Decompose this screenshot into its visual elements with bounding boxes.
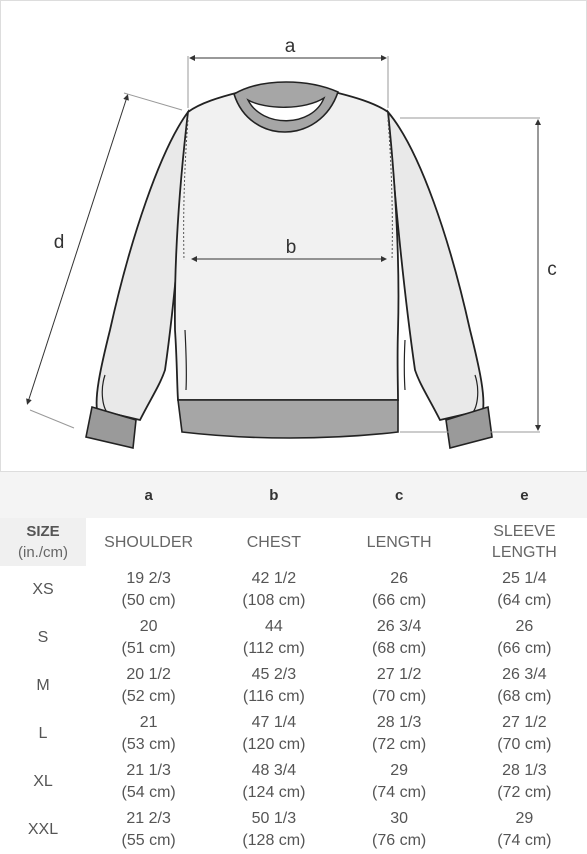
inch-value: 27 1/2 [502, 714, 547, 731]
table-row [0, 566, 587, 614]
table-row [0, 662, 587, 710]
measurement-title-row [0, 518, 587, 566]
measurement-cell [211, 566, 336, 614]
dimension-d-label: d [53, 232, 65, 253]
cm-value: (116 cm) [242, 688, 305, 705]
cm-value: (128 cm) [242, 832, 306, 849]
cm-value: (54 cm) [121, 784, 176, 801]
size-label: M [36, 677, 50, 694]
measurement-cell [86, 662, 211, 710]
measurement-cell [462, 758, 587, 806]
measurement-cell [337, 614, 462, 662]
measurement-cell [337, 758, 462, 806]
size-header-label: SIZE [26, 523, 60, 540]
measurement-cell [86, 614, 211, 662]
column-title: LENGTH [366, 533, 432, 551]
measurement-cell [337, 806, 462, 854]
cm-value: (52 cm) [121, 688, 176, 705]
measurement-cell [337, 710, 462, 758]
size-table [0, 472, 587, 854]
size-label: XS [32, 581, 54, 598]
cm-value: (120 cm) [242, 736, 306, 753]
column-letter: c [337, 472, 462, 518]
inch-value: 20 [139, 618, 158, 635]
size-label: XXL [27, 821, 59, 838]
column-letter: e [462, 472, 587, 518]
inch-value: 29 [390, 762, 409, 779]
measurement-cell [86, 806, 211, 854]
cm-value: (55 cm) [121, 832, 176, 849]
inch-value: 21 2/3 [126, 810, 171, 827]
size-label: XL [33, 773, 53, 790]
inch-value: 21 1/3 [126, 762, 171, 779]
measurement-cell [462, 662, 587, 710]
cm-value: (70 cm) [497, 736, 552, 753]
inch-value: 42 1/2 [251, 570, 297, 587]
measurement-cell [86, 566, 211, 614]
inch-value: 26 3/4 [502, 666, 547, 683]
dimension-b-label: b [285, 237, 297, 258]
measurement-cell [462, 806, 587, 854]
inch-value: 26 3/4 [376, 618, 422, 635]
inch-value: 50 1/3 [251, 810, 297, 827]
column-title: SLEEVE LENGTH [491, 523, 557, 561]
measurement-cell [462, 614, 587, 662]
inch-value: 28 1/3 [502, 762, 547, 779]
table-row [0, 710, 587, 758]
measurement-cell [86, 710, 211, 758]
dimension-c-label: c [547, 259, 557, 280]
cm-value: (76 cm) [372, 832, 427, 849]
cm-value: (124 cm) [242, 784, 306, 801]
cm-value: (66 cm) [372, 592, 427, 609]
inch-value: 19 2/3 [126, 570, 171, 587]
measurement-cell [211, 710, 336, 758]
measurement-cell [211, 614, 336, 662]
cm-value: (72 cm) [497, 784, 552, 801]
measurement-cell [86, 758, 211, 806]
dimension-a-label: a [284, 36, 296, 57]
measurement-cell [211, 806, 336, 854]
cm-value: (74 cm) [497, 832, 552, 849]
letter-corner [0, 472, 86, 518]
cm-value: (112 cm) [242, 640, 305, 657]
measurement-cell [211, 758, 336, 806]
measurement-cell [462, 710, 587, 758]
measurement-letter-row [0, 472, 587, 518]
table-row [0, 758, 587, 806]
measurement-cell [337, 566, 462, 614]
inch-value: 30 [390, 810, 409, 827]
table-row [0, 806, 587, 854]
cm-value: (70 cm) [372, 688, 427, 705]
size-header-unit: (in./cm) [18, 544, 68, 561]
inch-value: 27 1/2 [376, 666, 422, 683]
column-letter: a [86, 472, 211, 518]
cm-value: (66 cm) [497, 640, 552, 657]
column-letter: b [211, 472, 336, 518]
size-label: S [37, 629, 49, 646]
inch-value: 48 3/4 [251, 762, 297, 779]
cm-value: (108 cm) [242, 592, 306, 609]
inch-value: 20 1/2 [126, 666, 171, 683]
measurement-cell [211, 662, 336, 710]
inch-value: 44 [264, 618, 283, 635]
inch-value: 26 [390, 570, 409, 587]
inch-value: 47 1/4 [251, 714, 297, 731]
measurement-cell [462, 566, 587, 614]
cm-value: (50 cm) [121, 592, 176, 609]
cm-value: (68 cm) [372, 640, 427, 657]
inch-value: 45 2/3 [251, 666, 297, 683]
cm-value: (72 cm) [372, 736, 427, 753]
inch-value: 29 [515, 810, 534, 827]
cm-value: (68 cm) [497, 688, 552, 705]
inch-value: 21 [139, 714, 158, 731]
column-title: SHOULDER [104, 533, 194, 551]
cm-value: (64 cm) [497, 592, 552, 609]
inch-value: 25 1/4 [502, 570, 547, 587]
size-header [0, 518, 86, 566]
inch-value: 28 1/3 [376, 714, 422, 731]
cm-value: (53 cm) [121, 736, 176, 753]
inch-value: 26 [515, 618, 534, 635]
cm-value: (74 cm) [372, 784, 427, 801]
size-label: L [38, 725, 48, 742]
waistband [178, 400, 398, 438]
table-row [0, 614, 587, 662]
column-title: CHEST [246, 533, 301, 551]
measurement-cell [337, 662, 462, 710]
cm-value: (51 cm) [121, 640, 176, 657]
